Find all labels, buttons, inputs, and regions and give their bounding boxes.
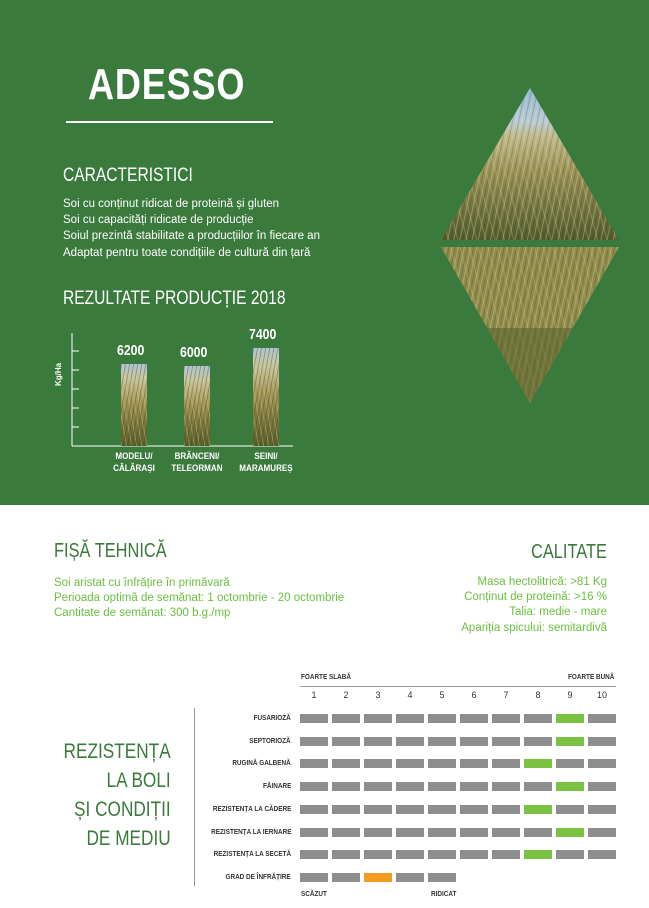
- category-label: [232, 451, 300, 475]
- y-ticks: [72, 351, 79, 427]
- scale-number: 5: [439, 690, 445, 700]
- scale-number: 1: [311, 690, 317, 700]
- characteristic-item: Adaptat pentru toate condițiile de cultură din țară: [63, 246, 311, 259]
- rating-cell: [364, 828, 392, 837]
- scale-number: 6: [471, 690, 477, 700]
- resistance-title: [40, 737, 171, 853]
- rating-cell: [332, 805, 360, 814]
- category-label-line: MARAMUREȘ: [239, 463, 293, 474]
- rating-cell: [492, 782, 520, 791]
- bar-value-label: 7400: [249, 325, 277, 343]
- rating-cell: [524, 714, 552, 723]
- resistance-title-line: LA BOLI: [106, 769, 171, 792]
- bar: [253, 348, 279, 446]
- resistance-title-line: REZISTENȚA: [63, 740, 171, 763]
- rating-cell: [428, 828, 456, 837]
- tillering-low-label: SCĂZUT: [301, 888, 327, 898]
- technical-item: Cantitate de semănat: 300 b.g./mp: [54, 607, 231, 619]
- rating-cell: [556, 759, 584, 768]
- quality-list: [461, 575, 607, 636]
- rating-cell: [524, 782, 552, 791]
- quality-heading: CALITATE: [531, 541, 607, 563]
- rating-cell: [396, 714, 424, 723]
- rating-cell: [524, 850, 552, 859]
- rating-cell: [428, 714, 456, 723]
- scale-low-label: FOARTE SLABĂ: [301, 672, 351, 681]
- tillering-high-label: RIDICAT: [431, 888, 457, 898]
- rating-cell: [396, 850, 424, 859]
- rating-cell: [492, 737, 520, 746]
- rating-cell: [588, 737, 616, 746]
- rating-cell: [588, 850, 616, 859]
- rating-cell: [428, 782, 456, 791]
- rating-cell: [364, 714, 392, 723]
- quality-item: Talia: medie - mare: [509, 606, 607, 619]
- rating-cell: [300, 828, 328, 837]
- characteristic-item: Soi cu conținut ridicat de proteină și gluten: [63, 198, 280, 210]
- bar-fill: [253, 348, 279, 446]
- rating-cell: [428, 850, 456, 859]
- rating-cell: [492, 828, 520, 837]
- wheat-field-diamond-image: [441, 88, 619, 403]
- rating-cell: [364, 759, 392, 768]
- rating-cell: [332, 828, 360, 837]
- rating-cell: [460, 805, 488, 814]
- rating-cell: [556, 737, 584, 746]
- rating-cell: [396, 828, 424, 837]
- scale-number: 4: [407, 690, 413, 700]
- rating-cell: [492, 805, 520, 814]
- rating-cell: [396, 759, 424, 768]
- characteristic-item: Soi cu capacități ridicate de producție: [63, 214, 254, 227]
- resistance-title-line: ȘI CONDIȚII: [74, 798, 171, 821]
- category-label: [163, 451, 231, 475]
- rating-cell: [428, 737, 456, 746]
- scale-number: 8: [535, 690, 541, 700]
- rating-cell: [332, 714, 360, 723]
- rating-cell: [428, 759, 456, 768]
- tillering-cell: [332, 873, 360, 882]
- rating-cell: [332, 759, 360, 768]
- rating-cell: [300, 759, 328, 768]
- category-label-line: TELEORMAN: [171, 463, 223, 474]
- rating-cell: [396, 782, 424, 791]
- quality-item: Conținut de proteină: >16 %: [464, 591, 607, 604]
- resistance-row-label: REZISTENȚA LA CĂDERE: [212, 803, 291, 813]
- scale-rule: [300, 686, 616, 687]
- category-label-line: MODELU/: [115, 451, 153, 462]
- rating-cell: [396, 805, 424, 814]
- rating-cell: [492, 759, 520, 768]
- resistance-row-label: SEPTORIOZĂ: [249, 735, 291, 745]
- rating-cell: [556, 782, 584, 791]
- resistance-row-label: FĂINARE: [262, 781, 291, 791]
- tillering-cell: [396, 873, 424, 882]
- rating-cell: [428, 805, 456, 814]
- bar: [184, 366, 210, 446]
- rating-cell: [364, 805, 392, 814]
- bar-value-label: 6000: [180, 344, 208, 362]
- resistance-row-label: RUGINĂ GALBENĂ: [232, 758, 291, 768]
- scale-number: 10: [596, 690, 607, 700]
- tillering-cell: [364, 873, 392, 882]
- scale-number: 2: [343, 690, 349, 700]
- production-heading: REZULTATE PRODUCȚIE 2018: [63, 288, 286, 309]
- rating-cell: [460, 714, 488, 723]
- scale-number: 3: [375, 690, 381, 700]
- bar-fill: [121, 364, 147, 446]
- rating-cell: [588, 759, 616, 768]
- tillering-cell: [428, 873, 456, 882]
- rating-cell: [396, 737, 424, 746]
- technical-list: [54, 576, 344, 621]
- y-axis-label: Kg/Ha: [54, 362, 63, 386]
- resistance-title-line: DE MEDIU: [86, 827, 171, 850]
- category-label: [100, 451, 168, 475]
- rating-cell: [300, 782, 328, 791]
- rating-cell: [332, 782, 360, 791]
- rating-cell: [364, 782, 392, 791]
- category-label-line: SEINI/: [254, 451, 278, 462]
- scale-number: 9: [567, 690, 573, 700]
- rating-cell: [300, 850, 328, 859]
- quality-item: Apariția spicului: semitardivă: [461, 621, 607, 634]
- bar-value-label: 6200: [117, 341, 145, 359]
- rating-cell: [556, 714, 584, 723]
- divider-line: [194, 708, 195, 886]
- tillering-row-label: GRAD DE ÎNFRĂȚIRE: [225, 871, 291, 881]
- rating-cell: [524, 759, 552, 768]
- tillering-cell: [300, 873, 328, 882]
- resistance-row-label: FUSARIOZĂ: [253, 713, 291, 722]
- rating-cell: [588, 828, 616, 837]
- rating-cell: [460, 850, 488, 859]
- scale-high-label: FOARTE BUNĂ: [568, 672, 615, 681]
- characteristic-item: Soiul prezintă stabilitate a producțiilor în fiecare an: [63, 230, 320, 243]
- rating-cell: [300, 737, 328, 746]
- rating-cell: [460, 759, 488, 768]
- rating-cell: [492, 714, 520, 723]
- rating-cell: [364, 737, 392, 746]
- category-label-line: BRÂNCENI/: [174, 451, 220, 462]
- rating-cell: [300, 805, 328, 814]
- rating-cell: [556, 850, 584, 859]
- rating-cell: [460, 828, 488, 837]
- rating-cell: [364, 850, 392, 859]
- bar-fill: [184, 366, 210, 446]
- rating-cell: [588, 805, 616, 814]
- product-title: ADESSO: [88, 60, 246, 109]
- rating-cell: [588, 782, 616, 791]
- rating-cell: [524, 828, 552, 837]
- quality-item: Masa hectolitrică: >81 Kg: [477, 576, 607, 588]
- technical-heading: FIȘĂ TEHNICĂ: [54, 540, 167, 562]
- resistance-row-label: REZISTENȚA LA IERNARE: [210, 826, 291, 836]
- characteristics-heading: CARACTERISTICI: [63, 165, 193, 186]
- rating-cell: [460, 782, 488, 791]
- category-label-line: CĂLĂRAȘI: [113, 463, 155, 474]
- technical-item: Perioada optimă de semănat: 1 octombrie - 20 octombrie: [54, 592, 345, 604]
- rating-cell: [332, 737, 360, 746]
- scale-number: 7: [503, 690, 509, 700]
- rating-cell: [524, 737, 552, 746]
- bar: [121, 364, 147, 446]
- rating-cell: [556, 828, 584, 837]
- rating-cell: [300, 714, 328, 723]
- rating-cell: [524, 805, 552, 814]
- rating-cell: [332, 850, 360, 859]
- rating-cell: [460, 737, 488, 746]
- rating-cell: [556, 805, 584, 814]
- rating-cell: [492, 850, 520, 859]
- rating-cell: [588, 714, 616, 723]
- resistance-row-label: REZISTENȚA LA SECETĂ: [213, 849, 291, 859]
- technical-item: Soi aristat cu înfrățire în primăvară: [54, 577, 230, 589]
